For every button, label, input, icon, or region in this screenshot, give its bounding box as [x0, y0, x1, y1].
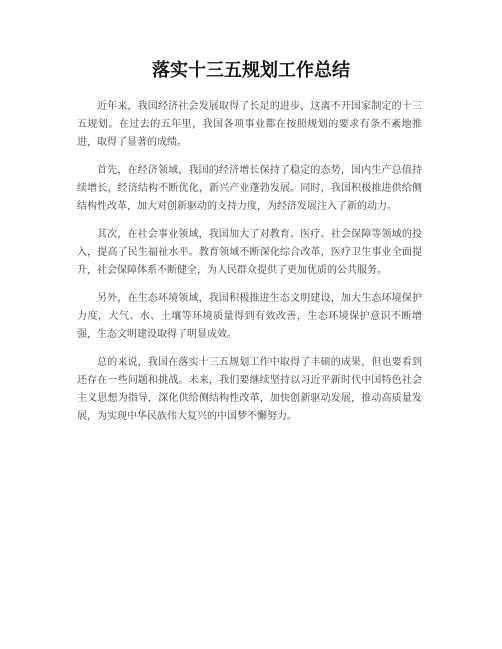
paragraph-social: 其次，在社会事业领域，我国加大了对教育、医疗、社会保障等领域的投入，提高了民生福祉水平。教育领域不断深化综合改革，医疗卫生事业全面提升，社会保障体系不断健全，为人民群众提供了更加优质的公共服务。 [77, 229, 422, 276]
document-body [77, 98, 422, 436]
paragraph-summary: 总的来说，我国在落实十三五规划工作中取得了丰硕的成果，但也要看到还存在一些问题和挑战。未来，我们要继续坚持以习近平新时代中国特色社会主义思想为指导，深化供给侧结构性改革，加快创新驱动发展，推动高质量发展，为实现中华民族伟大复兴的中国梦不懈努力。 [77, 357, 422, 422]
document-title: 落实十三五规划工作总结 [152, 60, 350, 81]
paragraph-ecology: 另外，在生态环境领域，我国积极推进生态文明建设，加大生态环境保护力度，大气、水、土壤等环境质量得到有效改善，生态环境保护意识不断增强，生态文明建设取得了明显成效。 [77, 293, 422, 340]
paragraph-economy: 首先，在经济领域，我国的经济增长保持了稳定的态势，国内生产总值持续增长，经济结构不断优化，新兴产业蓬勃发展。同时，我国积极推进供给侧结构性改革，加大对创新驱动的支持力度，为经济发展注入了新的动力。 [77, 165, 422, 212]
paragraph-intro: 近年来，我国经济社会发展取得了长足的进步，这离不开国家制定的十三五规划。在过去的五年里，我国各项事业都在按照规划的要求有条不紊地推进，取得了显著的成绩。 [77, 101, 422, 148]
